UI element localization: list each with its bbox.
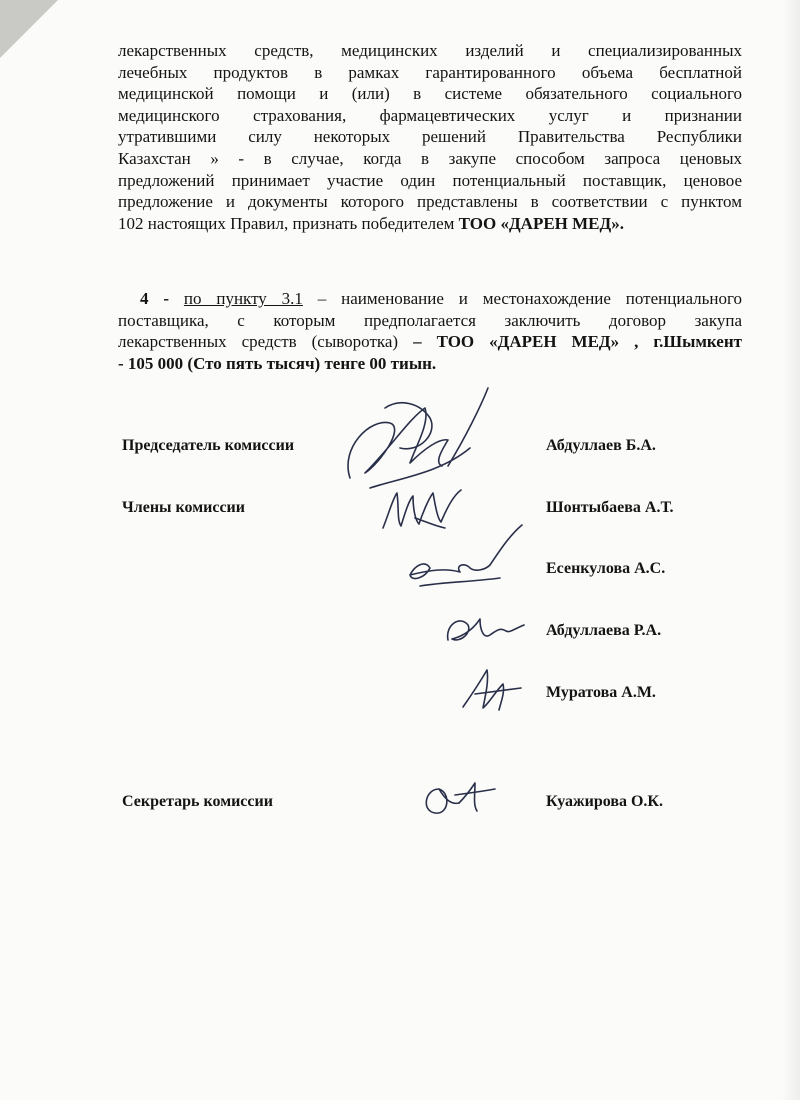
text-line: утратившими силу некоторых решений Правительства Республики bbox=[118, 127, 742, 147]
member-name: Есенкулова А.С. bbox=[546, 560, 666, 577]
secretary-label: Секретарь комиссии bbox=[122, 793, 273, 810]
member-signature bbox=[440, 605, 530, 650]
members-label: Члены комиссии bbox=[122, 499, 245, 516]
folded-page-corner bbox=[0, 0, 58, 58]
supplier-company: – ТОО «ДАРЕН МЕД» , г.Шымкент bbox=[413, 332, 742, 352]
supplier-paragraph bbox=[118, 288, 742, 374]
chairman-label: Председатель комиссии bbox=[122, 437, 295, 454]
item-number: 4 - bbox=[140, 289, 170, 308]
scan-edge-shadow bbox=[782, 0, 800, 1100]
goods-text: лекарственных средств (сыворотка) bbox=[118, 332, 414, 352]
text-line bbox=[118, 331, 742, 353]
text-line: медицинского страхования, фармацевтических услуг и признании bbox=[118, 105, 742, 125]
contract-amount: - 105 000 (Сто пять тысяч) тенге 00 тиын. bbox=[118, 353, 437, 373]
text-line: медицинской помощи и (или) в системе обязательного социального bbox=[118, 84, 742, 104]
text-line: предложений принимает участие один потенциальный поставщик, ценовое bbox=[118, 170, 742, 190]
member-signature bbox=[455, 662, 530, 717]
member-name: Муратова А.М. bbox=[546, 684, 656, 701]
text-line: поставщика, с которым предполагается заключить договор закупа bbox=[118, 310, 742, 330]
text-line bbox=[118, 288, 742, 310]
text-line: лечебных продуктов в рамках гарантированного объема бесплатной bbox=[118, 62, 742, 82]
winner-text: 102 настоящих Правил, признать победителем bbox=[118, 213, 459, 233]
member-name: Шонтыбаева А.Т. bbox=[546, 499, 674, 516]
chairman-name: Абдуллаев Б.А. bbox=[546, 437, 656, 454]
member-name: Абдуллаева Р.А. bbox=[546, 622, 662, 639]
secretary-signature bbox=[415, 775, 500, 825]
decision-paragraph bbox=[118, 40, 742, 234]
text-line: предложение и документы которого представлены в соответствии с пунктом bbox=[118, 192, 742, 212]
secretary-name: Куажирова О.К. bbox=[546, 793, 663, 810]
member-signature bbox=[400, 520, 530, 595]
text-line-winner bbox=[118, 213, 742, 235]
winner-company: ТОО «ДАРЕН МЕД». bbox=[458, 213, 624, 233]
clause-text: – наименование и местонахождение потенциального bbox=[317, 289, 743, 308]
text-line: лекарственных средств, медицинских изделий и специализированных bbox=[118, 41, 742, 60]
clause-link[interactable]: по пункту 3.1 bbox=[183, 289, 303, 308]
text-line: Казахстан » - в случае, когда в закупе способом запроса ценовых bbox=[118, 148, 742, 168]
